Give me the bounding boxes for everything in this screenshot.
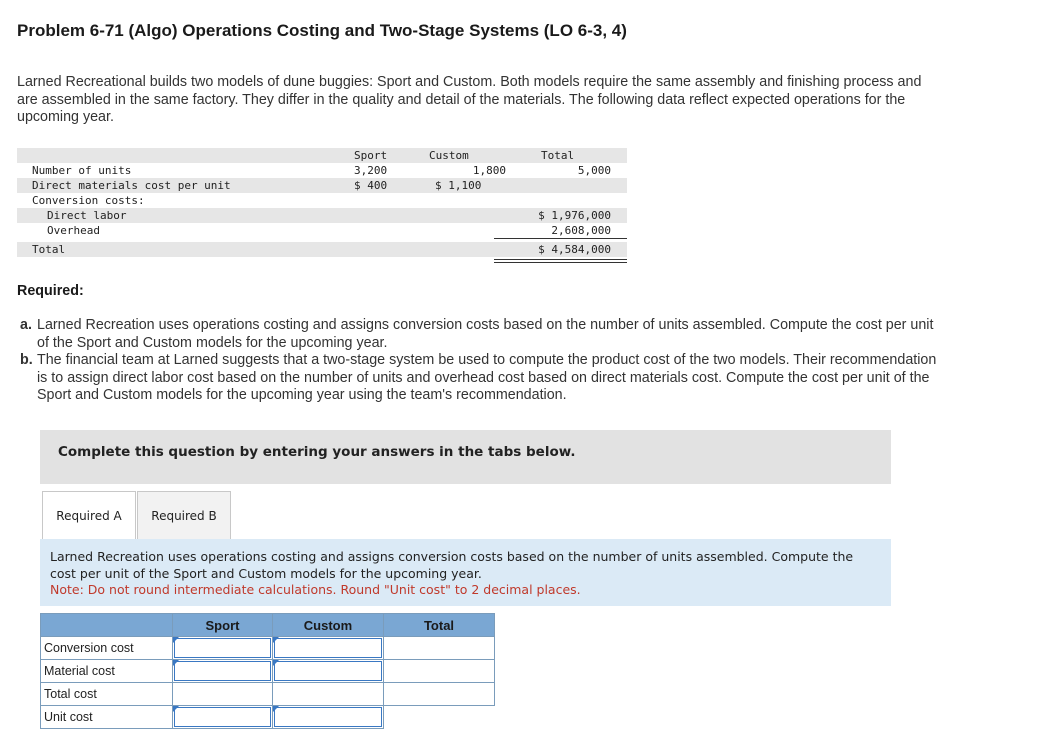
header-sport: Sport [354,149,388,162]
required-b-label: b. [20,352,33,368]
total-cost-sport-input[interactable] [173,683,273,706]
unit-cost-total-empty [384,706,495,729]
table-row [41,660,495,683]
instructions [50,549,880,599]
unit-cost-sport-input[interactable] [173,706,273,729]
header-total: Total [541,149,575,162]
problem-intro: Larned Recreational builds two models of dune buggies: Sport and Custom. Both models require the same assembly and finishing process and are assembled in the same factory. They differ in the quality and detail of the materials. The following data reflect expected operations for the upcoming year. [17,74,922,125]
conversion-cost-sport-input[interactable] [173,637,273,660]
subtotal-rule [494,238,627,239]
answer-table [40,613,495,729]
data-row [17,163,627,178]
col-header-custom: Custom [273,614,384,637]
row-sport: $ 400 [354,179,388,192]
tab-required-b[interactable]: Required B [137,491,231,540]
row-label: Total cost [41,683,173,706]
row-custom: 1,800 [472,164,506,177]
row-total: 5,000 [577,164,611,177]
tab-required-a[interactable]: Required A [42,491,136,540]
instructions-note: Note: Do not round intermediate calculations. Round "Unit cost" to 2 decimal places. [50,582,581,597]
row-total: $ 4,584,000 [538,243,611,256]
row-label: Conversion cost [41,637,173,660]
complete-banner [40,430,891,484]
answer-header-row [41,614,495,637]
row-label: Direct labor [47,209,127,222]
row-label: Total [32,243,66,256]
data-row [17,208,627,223]
required-a-text: Larned Recreation uses operations costing and assigns conversion costs based on the number of units assembled. Compute the cost per unit of the Sport and Custom models for the upcoming year. [37,317,934,351]
total-cost-total-input[interactable] [384,683,495,706]
material-cost-sport-input[interactable] [173,660,273,683]
row-total: $ 1,976,000 [538,209,611,222]
data-row [17,223,627,238]
row-custom: $ 1,100 [435,179,482,192]
required-b [17,352,937,405]
row-total: 2,608,000 [551,224,611,237]
data-row [17,178,627,193]
row-sport: 3,200 [354,164,388,177]
data-row [17,242,627,257]
required-a [17,317,937,352]
material-cost-total-input[interactable] [384,660,495,683]
required-a-label: a. [20,317,32,333]
header-custom: Custom [429,149,469,162]
row-label: Conversion costs: [32,194,145,207]
complete-prompt: Complete this question by entering your answers in the tabs below. [58,444,576,460]
col-header-total: Total [384,614,495,637]
conversion-cost-custom-input[interactable] [273,637,384,660]
data-header-row [17,148,627,163]
row-label: Overhead [47,224,100,237]
row-label: Number of units [32,164,132,177]
instructions-text: Larned Recreation uses operations costing and assigns conversion costs based on the number of units assembled. Compute the cost per unit of the Sport and Custom models for the upcoming year. [50,549,854,581]
header-blank [41,614,173,637]
total-double-rule [494,259,627,263]
row-label: Material cost [41,660,173,683]
instructions-panel [40,539,891,606]
conversion-cost-total-input[interactable] [384,637,495,660]
table-row [41,706,495,729]
required-b-text: The financial team at Larned suggests that a two-stage system be used to compute the product cost of the two models. Their recommendation is to assign direct labor cost based on the number of units and overhead cost based on direct materials cost. Compute the cost per unit of the Sport and Custom models for the upcoming year using the team's recommendation. [37,352,937,403]
table-row [41,683,495,706]
unit-cost-custom-input[interactable] [273,706,384,729]
table-row [41,637,495,660]
data-row [17,193,627,208]
page-title: Problem 6-71 (Algo) Operations Costing and Two-Stage Systems (LO 6-3, 4) [17,21,627,40]
row-label: Direct materials cost per unit [32,179,231,192]
material-cost-custom-input[interactable] [273,660,384,683]
row-label: Unit cost [41,706,173,729]
required-heading: Required: [17,283,84,299]
col-header-sport: Sport [173,614,273,637]
total-cost-custom-input[interactable] [273,683,384,706]
